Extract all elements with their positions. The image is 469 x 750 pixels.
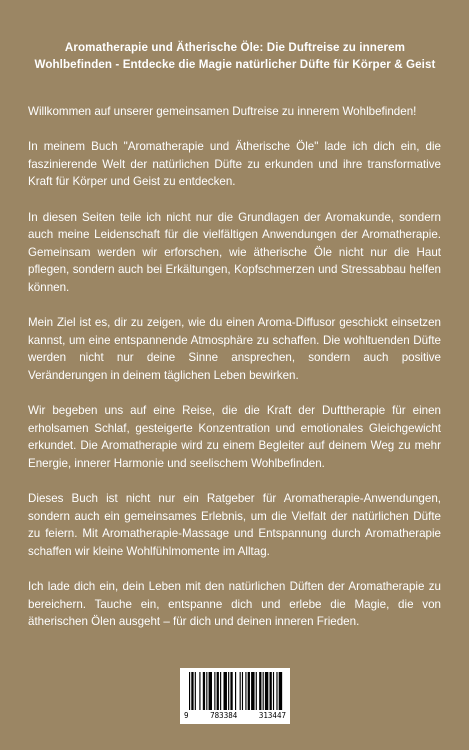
barcode-first-digit: 9 (184, 711, 189, 720)
barcode-bars (180, 668, 290, 712)
barcode-bar (235, 672, 236, 710)
barcode-bar (279, 672, 282, 710)
barcode-bar (199, 672, 200, 710)
barcode-bar (206, 672, 207, 710)
barcode-bar (228, 672, 229, 710)
blurb-greeting: Willkommen auf unserer gemeinsamen Duftreise zu innerem Wohlbefinden! (28, 105, 417, 118)
blurb-paragraph-5: Dieses Buch ist nicht nur ein Ratgeber für Aromatherapie-Anwendungen, sondern auch ein gemeinsames Erlebnis, um die Vielfalt der natürlichen Düfte zu feiern. Mit Aromatherapie-Massage und Entspannung durch Aromatherapie schaffen wir kleine Wohlfühlmomente im Alltag. (28, 492, 441, 558)
barcode-bar (191, 672, 193, 710)
barcode-bar (245, 672, 246, 710)
barcode-bar (265, 672, 268, 710)
barcode-bar (214, 672, 215, 710)
barcode-bar (203, 672, 205, 710)
barcode-bar (217, 672, 219, 710)
blurb-paragraph-1: In meinem Buch "Aromatherapie und Ätherische Öle" lade ich dich ein, die faszinierende Welt der natürlichen Düfte zu erkunden und ihre transformative Kraft für Körper und Geist zu entdecken. (28, 140, 441, 189)
isbn-barcode (180, 668, 290, 724)
barcode-bar (263, 672, 264, 710)
barcode-bar (256, 672, 257, 710)
barcode-bar (230, 672, 232, 710)
blurb-paragraph-6: Ich lade dich ein, dein Leben mit den natürlichen Düften der Aromatherapie zu bereichern. Tauche ein, entspanne dich und erlebe die Magie, die von ätherischen Ölen ausgeht – für dich und deinen inneren Frieden. (28, 580, 441, 629)
barcode-bar (242, 672, 243, 710)
blurb (28, 103, 441, 648)
barcode-right-group: 313447 (258, 711, 286, 720)
barcode-bar (189, 672, 190, 710)
barcode-bar (270, 672, 272, 710)
barcode-bar (240, 672, 241, 710)
barcode-bar (195, 672, 196, 710)
barcode-number (180, 711, 290, 720)
barcode-bar (220, 672, 221, 710)
barcode-bar (209, 672, 212, 710)
blurb-paragraph-3: Mein Ziel ist es, dir zu zeigen, wie du einen Aroma-Diffusor geschickt einsetzen kannst, um eine entspannende Atmosphäre zu schaffen. Die wohltuenden Düfte werden nicht nur deine Sinne ansprechen, sondern auch positive Veränderungen in deinem täglichen Leben bewirken. (28, 316, 441, 382)
barcode-bar (224, 672, 227, 710)
barcode-bar (248, 672, 250, 710)
barcode-bar (251, 672, 254, 710)
barcode-bar (273, 672, 274, 710)
blurb-paragraph-4: Wir begeben uns auf eine Reise, die die Kraft der Dufttherapie für einen erholsamen Schlaf, gesteigerte Konzentration und emotionales Gleichgewicht erkundet. Die Aromatherapie wird zu einem Begleiter auf deinem Weg zu mehr Energie, innerer Harmonie und seelischem Wohlbefinden. (28, 404, 441, 470)
barcode-left-group: 783384 (210, 711, 238, 720)
book-title: Aromatherapie und Ätherische Öle: Die Duftreise zu innerem Wohlbefinden - Entdecke die Magie natürlicher Düfte für Körper & Geist (34, 41, 436, 71)
blurb-paragraph-2: In diesen Seiten teile ich nicht nur die Grundlagen der Aromakunde, sondern auch meine Leidenschaft für die vielfältigen Anwendungen der Aromatherapie. Gemeinsam werden wir erforschen, wie ätherische Öle nicht nur die Haut pflegen, sondern auch bei Erkältungen, Kopfschmerzen und Stressabbau helfen können. (28, 210, 441, 294)
barcode-bar (276, 672, 277, 710)
barcode-bar (259, 672, 261, 710)
